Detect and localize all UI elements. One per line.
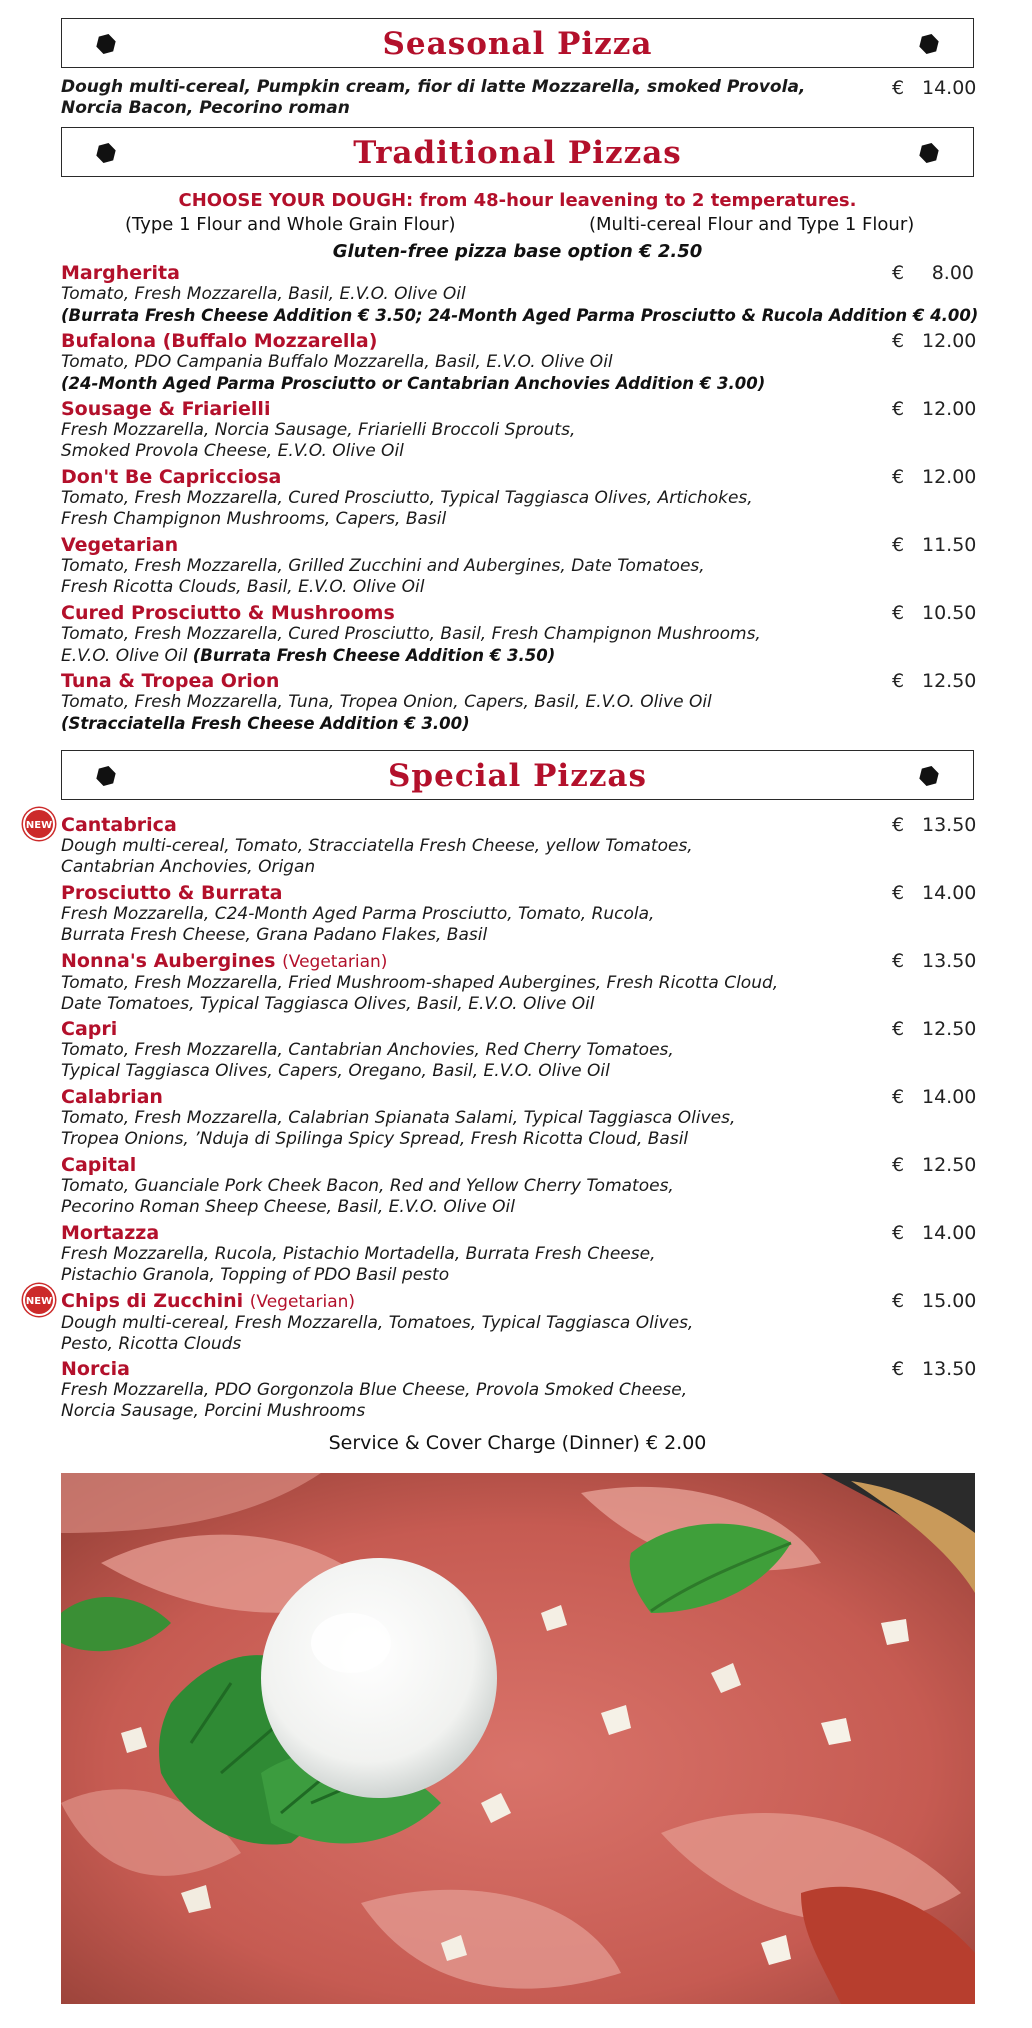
flour-option: (Type 1 Flour and Whole Grain Flour) [125,214,456,235]
item-price [892,534,977,556]
item-price [892,1086,977,1108]
item-description: Fresh Champignon Mushrooms, Capers, Basil [61,509,447,529]
item-description: Burrata Fresh Cheese, Grana Padano Flakes, Basil [61,925,488,945]
price-amount: 14.00 [922,1222,977,1244]
price-currency: € [892,602,905,624]
item-note: (Vegetarian) [282,952,388,972]
item-price [892,1222,977,1244]
item-description: Fresh Mozzarella, C24-Month Aged Parma Prosciutto, Tomato, Rucola, [61,904,655,924]
item-name: Cantabrica [61,814,177,836]
item-name: Capital [61,1154,137,1176]
item-name: Norcia [61,1358,130,1380]
item-name: Margherita [61,262,180,284]
menu-item [61,670,977,734]
menu-item [61,1086,977,1150]
prosciutto-burrata-pizza-image [61,1473,975,2004]
price-currency: € [892,1358,905,1380]
price-amount: 12.00 [922,466,977,488]
service-charge: Service & Cover Charge (Dinner) € 2.00 [328,1432,707,1454]
price-amount: 15.00 [922,1290,977,1312]
menu-item [61,950,977,1015]
menu-item [61,602,977,667]
item-price [892,77,977,99]
item-name: Calabrian [61,1086,163,1108]
item-description: Dough multi-cereal, Pumpkin cream, fior di latte Mozzarella, smoked Provola, [61,77,806,97]
price-currency: € [892,534,905,556]
gluten-free-option: Gluten-free pizza base option € 2.50 [332,241,703,262]
price-amount: 12.50 [922,1154,977,1176]
item-description: Cantabrian Anchovies, Origan [61,857,316,877]
item-description: Norcia Bacon, Pecorino roman [61,98,350,118]
item-addition: (24-Month Aged Parma Prosciutto or Cantabrian Anchovies Addition € 3.00) [61,374,766,393]
price-currency: € [892,1018,905,1040]
item-description: Tomato, Fresh Mozzarella, Cured Prosciutto, Typical Taggiasca Olives, Artichokes, [61,488,753,508]
seasonal-pizza-item [61,77,977,119]
menu-item [61,1358,977,1422]
item-description: Tomato, Fresh Mozzarella, Calabrian Spianata Salami, Typical Taggiasca Olives, [61,1108,736,1128]
item-description-text: E.V.O. Olive Oil [61,646,188,666]
item-description: Tomato, Fresh Mozzarella, Fried Mushroom-shaped Aubergines, Fresh Ricotta Cloud, [61,973,779,993]
menu-item [61,882,977,946]
item-description: Tomato, Fresh Mozzarella, Grilled Zucchini and Aubergines, Date Tomatoes, [61,556,705,576]
price-currency: € [892,330,905,352]
new-badge: NEW [23,1284,55,1316]
price-amount: 14.00 [922,77,977,99]
item-name: Cured Prosciutto & Mushrooms [61,602,395,624]
item-name: Sousage & Friarielli [61,398,271,420]
price-amount: 14.00 [922,882,977,904]
menu-item [61,466,977,530]
price-amount: 12.50 [922,670,977,692]
item-description: Tomato, Fresh Mozzarella, Cured Prosciutto, Basil, Fresh Champignon Mushrooms, [61,624,761,644]
menu-item [61,330,977,394]
item-description: Pesto, Ricotta Clouds [61,1334,242,1354]
item-name: Capri [61,1018,118,1040]
price-currency: € [892,1154,905,1176]
item-name: Nonna's Aubergines [61,950,276,972]
item-addition: (Stracciatella Fresh Cheese Addition € 3.00) [61,714,470,733]
item-addition: (Burrata Fresh Cheese Addition € 3.50; 24-Month Aged Parma Prosciutto & Rucola Addition € 4.00) [61,306,979,325]
price-currency: € [892,670,905,692]
price-currency: € [892,1086,905,1108]
item-addition: (Burrata Fresh Cheese Addition € 3.50) [192,646,556,665]
item-price [892,262,974,284]
hexagon-bullet-icon [918,143,940,163]
item-name: Bufalona (Buffalo Mozzarella) [61,330,378,352]
menu-item [61,398,977,462]
item-name: Prosciutto & Burrata [61,882,283,904]
item-price [892,330,977,352]
price-amount: 12.00 [922,330,977,352]
price-currency: € [892,466,905,488]
menu-item [61,534,977,598]
item-description: Pecorino Roman Sheep Cheese, Basil, E.V.O. Olive Oil [61,1197,515,1217]
item-name: Vegetarian [61,534,179,556]
item-description: Smoked Provola Cheese, E.V.O. Olive Oil [61,441,404,461]
item-description: Tomato, Fresh Mozzarella, Cantabrian Anchovies, Red Cherry Tomatoes, [61,1040,674,1060]
flour-option: (Multi-cereal Flour and Type 1 Flour) [589,214,915,235]
item-name: Mortazza [61,1222,160,1244]
price-currency: € [892,1290,905,1312]
price-currency: € [892,1222,905,1244]
item-price [892,882,977,904]
item-description [61,645,974,667]
item-price [892,1154,977,1176]
item-price [892,814,977,836]
special-pizzas-header [61,750,974,800]
price-amount: 8.00 [931,262,974,284]
menu-item [61,1290,977,1355]
item-price [892,602,977,624]
dough-choice-heading: CHOOSE YOUR DOUGH: from 48-hour leavening to 2 temperatures. [178,190,857,211]
item-description: Tomato, Fresh Mozzarella, Basil, E.V.O. Olive Oil [61,284,466,304]
item-description: Fresh Mozzarella, PDO Gorgonzola Blue Cheese, Provola Smoked Cheese, [61,1380,688,1400]
item-name: Don't Be Capricciosa [61,466,282,488]
section-title: Special Pizzas [388,758,647,794]
item-description: Norcia Sausage, Porcini Mushrooms [61,1401,366,1421]
item-description: Fresh Ricotta Clouds, Basil, E.V.O. Olive Oil [61,577,425,597]
item-description: Date Tomatoes, Typical Taggiasca Olives, Basil, E.V.O. Olive Oil [61,994,595,1014]
section-title: Traditional Pizzas [353,135,682,171]
price-currency: € [892,814,905,836]
item-price [892,670,977,692]
price-amount: 14.00 [922,1086,977,1108]
price-currency: € [892,398,905,420]
price-amount: 11.50 [922,534,977,556]
menu-item [61,1154,977,1218]
price-amount: 13.50 [922,950,977,972]
price-currency: € [892,77,905,99]
menu-item [61,1018,977,1082]
item-price [892,950,977,972]
item-description: Fresh Mozzarella, Norcia Sausage, Friarielli Broccoli Sprouts, [61,420,576,440]
item-name-line [61,950,977,973]
item-description: Tropea Onions, ’Nduja di Spilinga Spicy Spread, Fresh Ricotta Cloud, Basil [61,1129,689,1149]
traditional-pizzas-header [61,127,974,177]
price-currency: € [892,882,905,904]
item-description: Fresh Mozzarella, Rucola, Pistachio Mortadella, Burrata Fresh Cheese, [61,1244,656,1264]
section-title: Seasonal Pizza [382,26,653,62]
hexagon-bullet-icon [918,766,940,786]
menu-item [61,1222,977,1286]
price-amount: 13.50 [922,1358,977,1380]
new-badge: NEW [23,808,55,840]
item-price [892,1358,977,1380]
item-price [892,1290,977,1312]
price-amount: 12.50 [922,1018,977,1040]
item-name: Tuna & Tropea Orion [61,670,280,692]
hexagon-bullet-icon [918,34,940,54]
item-price [892,398,977,420]
price-amount: 13.50 [922,814,977,836]
price-currency: € [892,950,905,972]
item-description: Dough multi-cereal, Fresh Mozzarella, Tomatoes, Typical Taggiasca Olives, [61,1313,694,1333]
price-amount: 12.00 [922,398,977,420]
item-description: Dough multi-cereal, Tomato, Stracciatella Fresh Cheese, yellow Tomatoes, [61,836,693,856]
price-currency: € [892,262,905,284]
item-description: Tomato, PDO Campania Buffalo Mozzarella, Basil, E.V.O. Olive Oil [61,352,613,372]
item-description: Pistachio Granola, Topping of PDO Basil pesto [61,1265,450,1285]
seasonal-pizza-header [61,18,974,68]
item-description: Tomato, Fresh Mozzarella, Tuna, Tropea Onion, Capers, Basil, E.V.O. Olive Oil [61,692,712,712]
item-price [892,466,977,488]
pizza-photo [61,1473,975,2004]
item-description: Typical Taggiasca Olives, Capers, Oregano, Basil, E.V.O. Olive Oil [61,1061,610,1081]
item-description: Tomato, Guanciale Pork Cheek Bacon, Red and Yellow Cherry Tomatoes, [61,1176,674,1196]
menu-item [61,262,979,326]
item-note: (Vegetarian) [249,1292,356,1312]
item-price [892,1018,977,1040]
item-name: Chips di Zucchini [61,1290,244,1312]
item-name-line [61,1290,977,1313]
menu-item [61,814,977,878]
price-amount: 10.50 [922,602,977,624]
